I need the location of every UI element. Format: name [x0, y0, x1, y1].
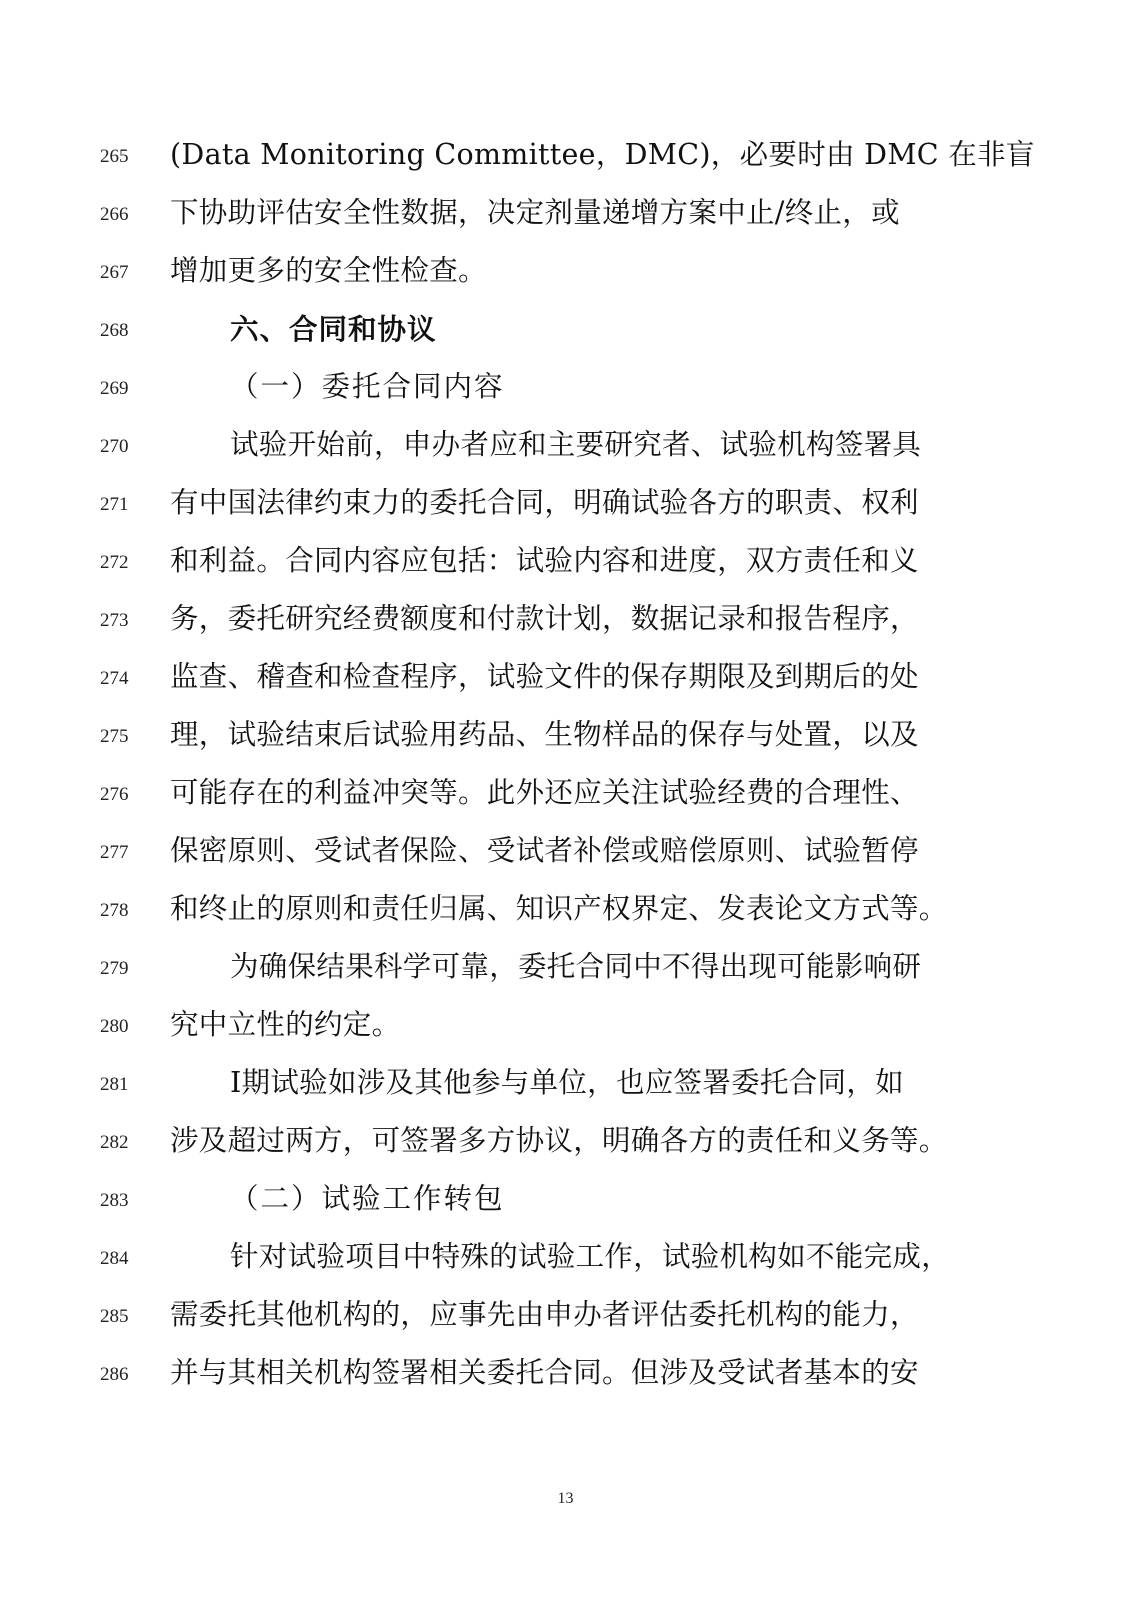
line-number: 276 — [100, 784, 129, 805]
line-text: (Data Monitoring Committee，DMC)，必要时由 DMC 在非盲 — [170, 138, 1035, 171]
line-text: 究中立性的约定。 — [170, 1008, 401, 1041]
subsection-heading-line — [0, 362, 1131, 412]
line-number: 281 — [100, 1074, 129, 1095]
line-text: 针对试验项目中特殊的试验工作，试验机构如不能完成， — [230, 1240, 951, 1273]
line-text: 务，委托研究经费额度和付款计划，数据记录和报告程序， — [170, 602, 919, 635]
line-text: 涉及超过两方，可签署多方协议，明确各方的责任和义务等。 — [170, 1124, 948, 1157]
line-text: 并与其相关机构签署相关委托合同。但涉及受试者基本的安 — [170, 1356, 919, 1389]
line-number: 265 — [100, 146, 129, 167]
text-line — [0, 884, 1131, 934]
text-line — [0, 1058, 1131, 1108]
line-text: 可能存在的利益冲突等。此外还应关注试验经费的合理性、 — [170, 776, 919, 809]
text-line — [0, 826, 1131, 876]
line-number: 266 — [100, 204, 129, 225]
text-line — [0, 188, 1131, 238]
line-number: 269 — [100, 378, 129, 399]
line-number: 280 — [100, 1016, 129, 1037]
line-text: 需委托其他机构的，应事先由申办者评估委托机构的能力， — [170, 1298, 919, 1331]
text-line — [0, 536, 1131, 586]
text-line — [0, 1290, 1131, 1340]
line-number: 279 — [100, 958, 129, 979]
line-text: 增加更多的安全性检查。 — [170, 254, 487, 287]
text-line — [0, 1000, 1131, 1050]
subsection-heading: （一）委托合同内容 — [230, 370, 505, 403]
text-line — [0, 768, 1131, 818]
section-heading: 六、合同和协议 — [230, 312, 437, 346]
line-number: 271 — [100, 494, 129, 515]
line-text: 有中国法律约束力的委托合同，明确试验各方的职责、权利 — [170, 486, 919, 519]
line-number: 283 — [100, 1190, 129, 1211]
line-number: 284 — [100, 1248, 129, 1269]
text-line — [0, 652, 1131, 702]
line-text: 保密原则、受试者保险、受试者补偿或赔偿原则、试验暂停 — [170, 834, 919, 867]
line-number: 273 — [100, 610, 129, 631]
text-line — [0, 710, 1131, 760]
text-line — [0, 1348, 1131, 1398]
text-line — [0, 420, 1131, 470]
line-number: 278 — [100, 900, 129, 921]
line-number: 268 — [100, 320, 129, 341]
line-text: 理，试验结束后试验用药品、生物样品的保存与处置，以及 — [170, 718, 919, 751]
text-line — [0, 478, 1131, 528]
line-number: 282 — [100, 1132, 129, 1153]
line-text: 监查、稽查和检查程序，试验文件的保存期限及到期后的处 — [170, 660, 919, 693]
line-text: 下协助评估安全性数据，决定剂量递增方案中止/终止，或 — [170, 196, 900, 229]
subsection-heading: （二）试验工作转包 — [230, 1182, 505, 1215]
page-number: 13 — [557, 1490, 574, 1507]
line-number: 267 — [100, 262, 129, 283]
text-line — [0, 942, 1131, 992]
line-number: 277 — [100, 842, 129, 863]
line-text: 和终止的原则和责任归属、知识产权界定、发表论文方式等。 — [170, 892, 948, 925]
text-line — [0, 246, 1131, 296]
line-text: 和利益。合同内容应包括：试验内容和进度，双方责任和义 — [170, 544, 919, 577]
line-number: 270 — [100, 436, 129, 457]
line-text: 试验开始前，申办者应和主要研究者、试验机构签署具 — [230, 428, 922, 461]
line-number: 285 — [100, 1306, 129, 1327]
line-text: Ⅰ期试验如涉及其他参与单位，也应签署委托合同，如 — [230, 1066, 904, 1099]
text-line — [0, 1116, 1131, 1166]
text-line — [0, 1232, 1131, 1282]
line-text: 为确保结果科学可靠，委托合同中不得出现可能影响研 — [230, 950, 922, 983]
subsection-heading-line — [0, 1174, 1131, 1224]
text-line — [0, 130, 1131, 180]
text-line — [0, 594, 1131, 644]
line-number: 286 — [100, 1364, 129, 1385]
line-number: 275 — [100, 726, 129, 747]
line-number: 272 — [100, 552, 129, 573]
section-heading-line — [0, 304, 1131, 354]
line-number: 274 — [100, 668, 129, 689]
